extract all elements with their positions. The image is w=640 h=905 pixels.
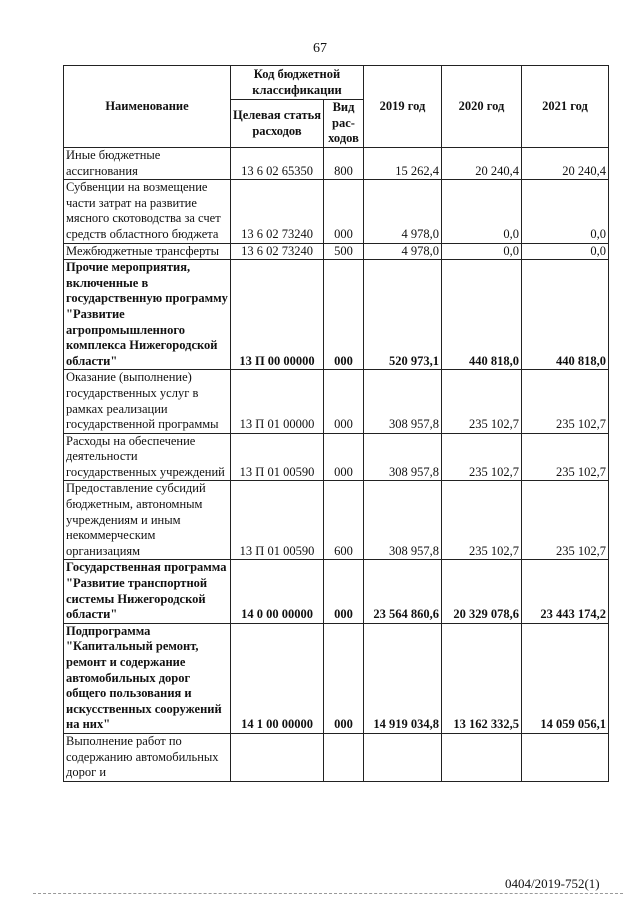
row-2019: 308 957,8 <box>364 433 442 481</box>
header-expense-type: Вид рас-ходов <box>324 100 364 148</box>
row-target-item: 13 П 01 00590 <box>231 433 324 481</box>
row-2019: 4 978,0 <box>364 180 442 243</box>
document-code: 0404/2019-752(1) <box>505 876 600 891</box>
row-name: Прочие мероприятия, включенные в государственную программу "Развитие агропромышленного комплекса Нижегородской области" <box>64 260 231 370</box>
row-name: Субвенции на возмещение части затрат на развитие мясного скотоводства за счет средств областного бюджета <box>64 180 231 243</box>
row-2020: 20 240,4 <box>442 148 522 180</box>
table-row <box>64 623 609 733</box>
row-2021: 0,0 <box>522 180 609 243</box>
header-name: Наименование <box>64 66 231 148</box>
page-number: 67 <box>313 41 327 56</box>
bottom-rule <box>33 893 623 894</box>
row-2019: 308 957,8 <box>364 481 442 560</box>
table-row <box>64 481 609 560</box>
row-name: Расходы на обеспечение деятельности государственных учреждений <box>64 433 231 481</box>
row-2020: 235 102,7 <box>442 481 522 560</box>
row-expense-type: 600 <box>324 481 364 560</box>
header-2020: 2020 год <box>442 66 522 148</box>
row-target-item: 13 П 01 00000 <box>231 370 324 433</box>
row-2021: 0,0 <box>522 243 609 260</box>
row-2019: 23 564 860,6 <box>364 560 442 623</box>
row-2021: 14 059 056,1 <box>522 623 609 733</box>
row-name: Подпрограмма "Капитальный ремонт, ремонт и содержание автомобильных дорог общего пользования и искусственных сооружений на них" <box>64 623 231 733</box>
table-row <box>64 260 609 370</box>
row-expense-type: 000 <box>324 560 364 623</box>
row-name: Межбюджетные трансферты <box>64 243 231 260</box>
row-2020: 0,0 <box>442 180 522 243</box>
row-expense-type: 800 <box>324 148 364 180</box>
row-target-item: 13 П 01 00590 <box>231 481 324 560</box>
row-expense-type: 500 <box>324 243 364 260</box>
row-2019: 15 262,4 <box>364 148 442 180</box>
budget-table <box>63 65 609 782</box>
row-2021: 20 240,4 <box>522 148 609 180</box>
row-name: Оказание (выполнение) государственных услуг в рамках реализации государственной программы <box>64 370 231 433</box>
row-target-item: 13 П 00 00000 <box>231 260 324 370</box>
row-2021 <box>522 733 609 781</box>
header-budget-code: Код бюджетной классификации <box>231 66 364 100</box>
row-name: Выполнение работ по содержанию автомобильных дорог и <box>64 733 231 781</box>
row-target-item: 13 6 02 65350 <box>231 148 324 180</box>
row-target-item: 14 0 00 00000 <box>231 560 324 623</box>
row-2021: 440 818,0 <box>522 260 609 370</box>
row-2020: 0,0 <box>442 243 522 260</box>
row-expense-type <box>324 733 364 781</box>
row-expense-type: 000 <box>324 370 364 433</box>
table-row <box>64 370 609 433</box>
table-row <box>64 243 609 260</box>
row-2021: 23 443 174,2 <box>522 560 609 623</box>
table-row <box>64 733 609 781</box>
row-name: Иные бюджетные ассигнования <box>64 148 231 180</box>
table-row <box>64 148 609 180</box>
row-name: Государственная программа "Развитие транспортной системы Нижегородской области" <box>64 560 231 623</box>
row-2020: 235 102,7 <box>442 370 522 433</box>
row-target-item: 13 6 02 73240 <box>231 180 324 243</box>
row-2021: 235 102,7 <box>522 433 609 481</box>
row-2019: 520 973,1 <box>364 260 442 370</box>
row-2019: 14 919 034,8 <box>364 623 442 733</box>
row-expense-type: 000 <box>324 433 364 481</box>
table-row <box>64 560 609 623</box>
row-2019 <box>364 733 442 781</box>
row-2019: 4 978,0 <box>364 243 442 260</box>
header-2021: 2021 год <box>522 66 609 148</box>
row-2020: 440 818,0 <box>442 260 522 370</box>
table-body <box>64 148 609 782</box>
row-2020: 235 102,7 <box>442 433 522 481</box>
row-2020: 20 329 078,6 <box>442 560 522 623</box>
row-expense-type: 000 <box>324 180 364 243</box>
row-expense-type: 000 <box>324 260 364 370</box>
row-target-item: 14 1 00 00000 <box>231 623 324 733</box>
row-2021: 235 102,7 <box>522 481 609 560</box>
row-name: Предоставление субсидий бюджетным, автономным учреждениям и иным некоммерческим организациям <box>64 481 231 560</box>
table-row <box>64 180 609 243</box>
header-target-item: Целевая статья расходов <box>231 100 324 148</box>
header-2019: 2019 год <box>364 66 442 148</box>
row-target-item <box>231 733 324 781</box>
row-2020: 13 162 332,5 <box>442 623 522 733</box>
row-2019: 308 957,8 <box>364 370 442 433</box>
table-row <box>64 433 609 481</box>
row-2021: 235 102,7 <box>522 370 609 433</box>
row-expense-type: 000 <box>324 623 364 733</box>
table-header <box>64 66 609 148</box>
row-2020 <box>442 733 522 781</box>
row-target-item: 13 6 02 73240 <box>231 243 324 260</box>
